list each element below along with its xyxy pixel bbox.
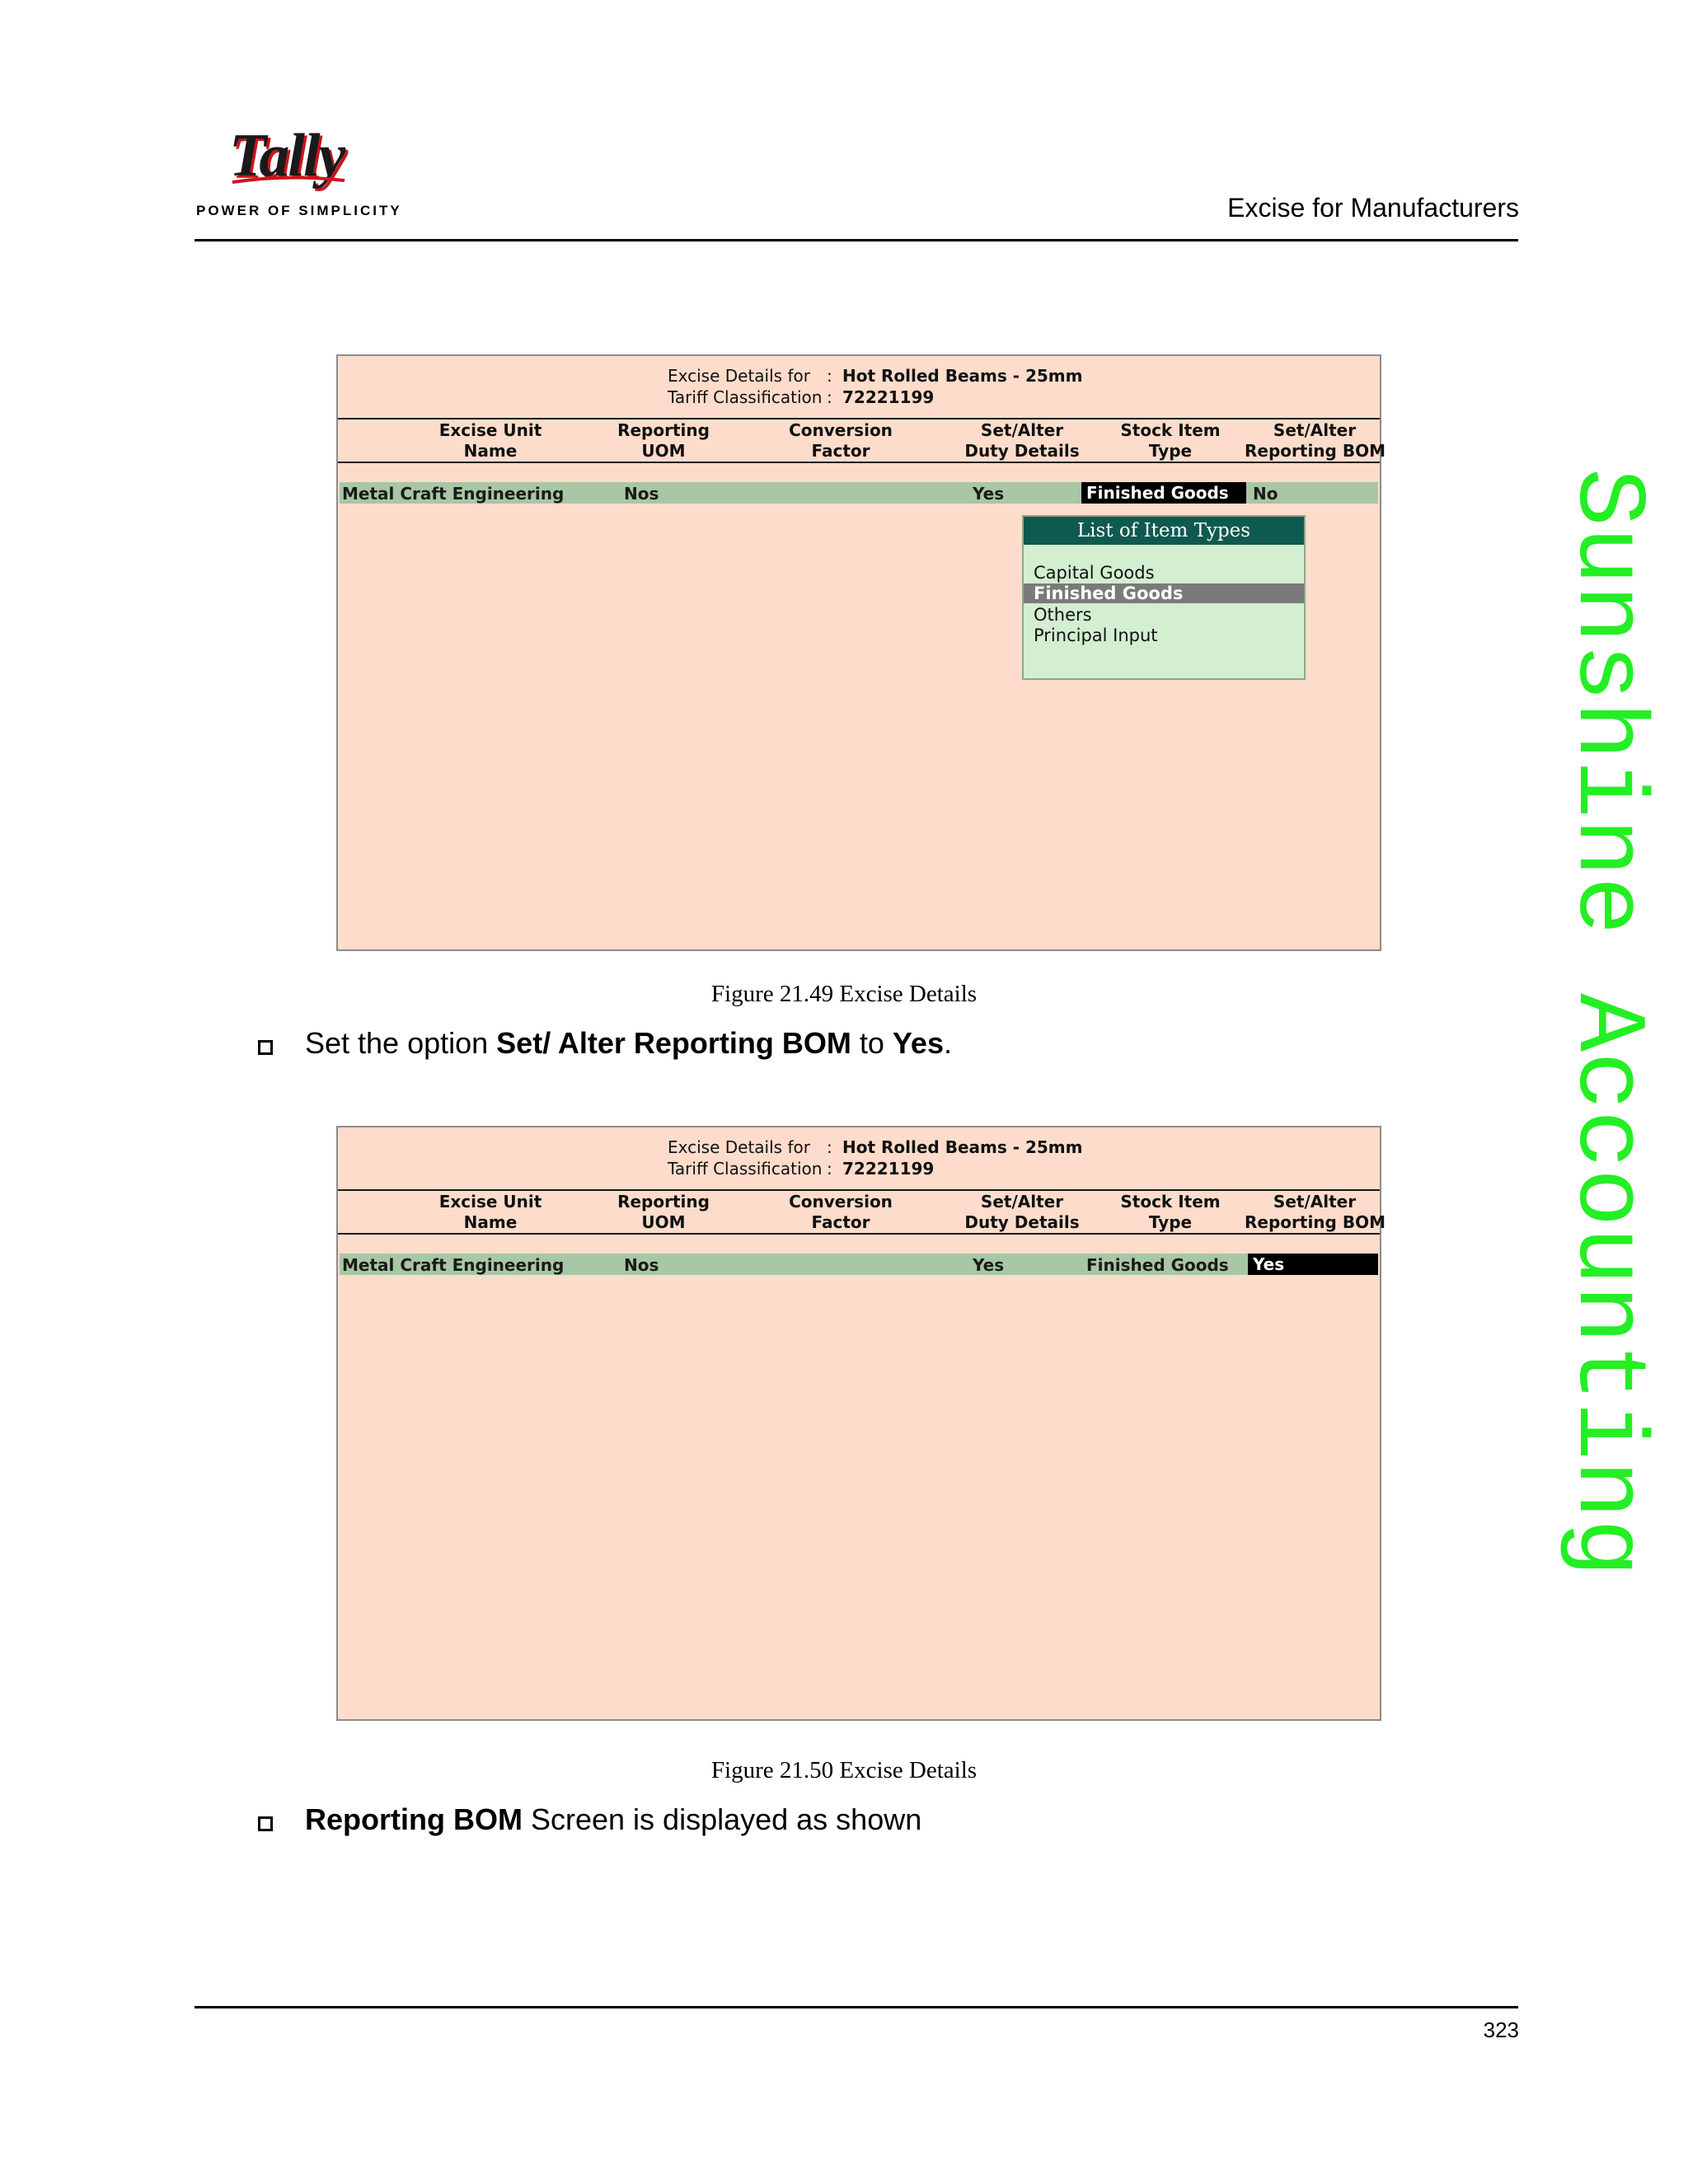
stock-item-name: Hot Rolled Beams - 25mm xyxy=(842,1137,1083,1157)
cell-uom: Nos xyxy=(624,484,659,504)
table-row[interactable] xyxy=(340,1254,1378,1275)
col-set-alter-reporting-bom: Set/Alter Reporting BOM xyxy=(1245,1192,1386,1232)
page-number: 323 xyxy=(1483,2018,1519,2042)
col-conversion-factor: Conversion Factor xyxy=(789,420,893,461)
figure-caption-1: Figure 21.49 Excise Details xyxy=(710,981,978,1007)
excise-details-for-label: Excise Details for xyxy=(668,366,810,386)
cell-duty-details: Yes xyxy=(973,1255,1005,1275)
popup-item-finished-goods[interactable]: Finished Goods xyxy=(1024,583,1304,603)
col-excise-unit-name: Excise Unit Name xyxy=(438,1192,542,1232)
table-row[interactable] xyxy=(340,482,1378,504)
popup-item-capital-goods[interactable]: Capital Goods xyxy=(1034,563,1155,583)
cell-duty-details: Yes xyxy=(973,484,1005,504)
divider xyxy=(338,462,1380,463)
colon: : xyxy=(827,387,832,407)
excise-details-screen-1 xyxy=(336,354,1386,951)
list-of-item-types-popup xyxy=(1022,515,1306,680)
divider xyxy=(338,1189,1380,1191)
tariff-classification-label: Tariff Classification xyxy=(668,1159,823,1179)
colon: : xyxy=(827,366,832,386)
cell-reporting-bom: No xyxy=(1253,484,1278,504)
col-stock-item-type: Stock Item Type xyxy=(1120,420,1221,461)
instruction-text-2: Reporting BOM Screen is displayed as shown xyxy=(305,1802,922,1836)
excise-details-screen-2 xyxy=(336,1126,1386,1721)
bullet-icon xyxy=(258,1040,273,1055)
excise-details-for-label: Excise Details for xyxy=(668,1137,810,1157)
cell-excise-unit: Metal Craft Engineering xyxy=(342,484,565,504)
popup-title: List of Item Types xyxy=(1024,517,1304,545)
header-rule xyxy=(195,239,1518,241)
cell-reporting-bom-field[interactable]: Yes xyxy=(1248,1254,1378,1275)
col-excise-unit-name: Excise Unit Name xyxy=(438,420,542,461)
logo-tagline: POWER OF SIMPLICITY xyxy=(196,203,402,218)
footer-rule xyxy=(195,2006,1518,2008)
figure-caption-2: Figure 21.50 Excise Details xyxy=(710,1757,978,1783)
col-reporting-uom: Reporting UOM xyxy=(617,1192,710,1232)
col-set-alter-duty-details: Set/Alter Duty Details xyxy=(964,1192,1080,1232)
instruction-text-1: Set the option Set/ Alter Reporting BOM to Yes. xyxy=(305,1026,952,1060)
col-set-alter-reporting-bom: Set/Alter Reporting BOM xyxy=(1245,420,1386,461)
cell-excise-unit: Metal Craft Engineering xyxy=(342,1255,565,1275)
popup-item-principal-input[interactable]: Principal Input xyxy=(1034,626,1158,645)
colon: : xyxy=(827,1159,832,1179)
watermark: Sunshine Accounting xyxy=(1551,468,1661,1577)
colon: : xyxy=(827,1137,832,1157)
tariff-classification-label: Tariff Classification xyxy=(668,387,823,407)
cell-stock-item-type-field[interactable]: Finished Goods xyxy=(1081,482,1246,504)
col-conversion-factor: Conversion Factor xyxy=(789,1192,893,1232)
cell-uom: Nos xyxy=(624,1255,659,1275)
stock-item-name: Hot Rolled Beams - 25mm xyxy=(842,366,1083,386)
bullet-icon xyxy=(258,1816,273,1831)
col-set-alter-duty-details: Set/Alter Duty Details xyxy=(964,420,1080,461)
popup-item-others[interactable]: Others xyxy=(1034,605,1092,625)
tariff-classification-value: 72221199 xyxy=(842,387,935,407)
cell-stock-item-type: Finished Goods xyxy=(1086,1255,1229,1275)
divider xyxy=(338,418,1380,419)
tariff-classification-value: 72221199 xyxy=(842,1159,935,1179)
running-title: Excise for Manufacturers xyxy=(1227,193,1519,223)
col-reporting-uom: Reporting UOM xyxy=(617,420,710,461)
tally-logo: Tally xyxy=(229,122,345,190)
logo-swoosh-icon xyxy=(231,176,346,185)
divider xyxy=(338,1233,1380,1235)
col-stock-item-type: Stock Item Type xyxy=(1120,1192,1221,1232)
